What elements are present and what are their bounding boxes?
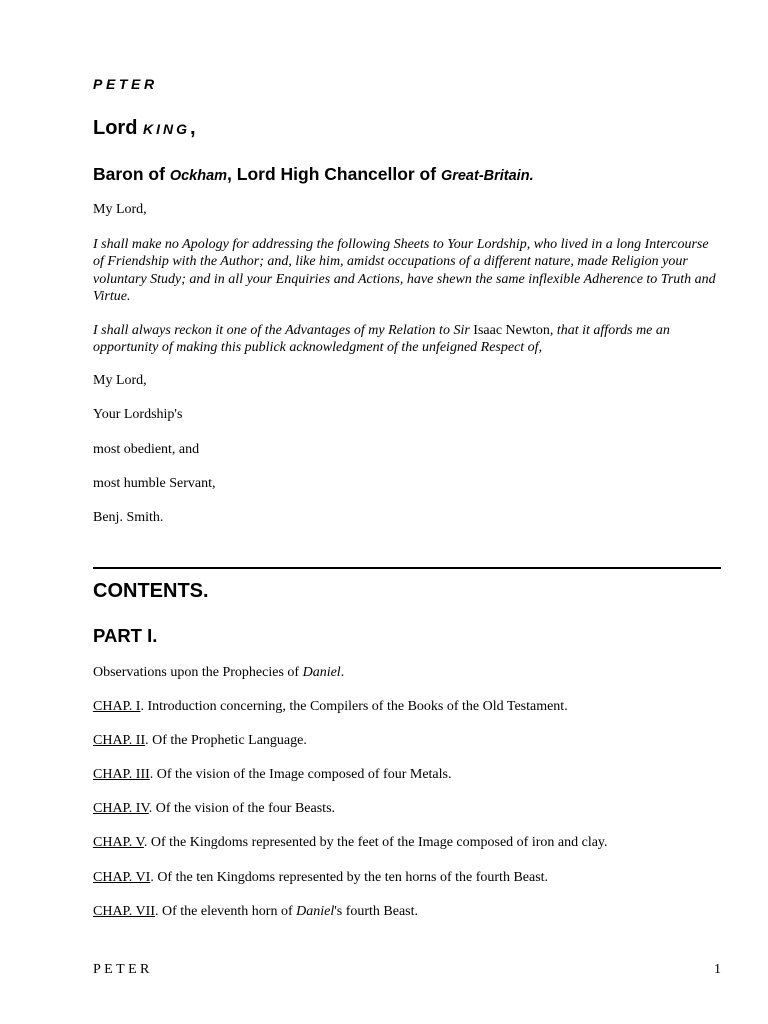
baron-place: Ockham bbox=[169, 168, 228, 184]
toc-chapter-link[interactable]: CHAP. VI bbox=[93, 870, 151, 885]
toc-entry: CHAP. VII. Of the eleventh horn of Daniel's fourth Beast. bbox=[93, 904, 419, 919]
lord-name: KING bbox=[143, 121, 190, 137]
lord-suffix: , bbox=[190, 117, 196, 139]
toc-entry: CHAP. V. Of the Kingdoms represented by the feet of the Image composed of iron and clay. bbox=[93, 835, 608, 850]
letter-closing-line: most obedient, and bbox=[93, 442, 200, 457]
letter-paragraph-2: I shall always reckon it one of the Advantages of my Relation to Sir Isaac Newton, that it affords me an opportunity of making this publick acknowledgment of the unfeigned Respect of, bbox=[93, 323, 670, 356]
letter-signature: Benj. Smith. bbox=[93, 510, 164, 525]
toc-entry: CHAP. III. Of the vision of the Image composed of four Metals. bbox=[93, 767, 452, 782]
running-head: PETER bbox=[93, 962, 153, 977]
lord-prefix: Lord bbox=[93, 117, 143, 139]
newton-name: Isaac Newton bbox=[473, 323, 550, 338]
page-number: 1 bbox=[714, 962, 721, 977]
section-divider bbox=[93, 567, 721, 569]
letter-salutation: My Lord, bbox=[93, 202, 147, 217]
letter-closing-line: Your Lordship's bbox=[93, 407, 183, 422]
letter-paragraph-1: I shall make no Apology for addressing the following Sheets to Your Lordship, who lived in a long Intercourse of Friendship with the Author; and, like him, amidst occupations of a different nature, made Religion your voluntary Study; and in all your Enquiries and Actions, have shewn the same inflexible Adherence to Truth and Virtue. bbox=[93, 237, 716, 305]
toc-entry: CHAP. VI. Of the ten Kingdoms represented by the ten horns of the fourth Beast. bbox=[93, 870, 549, 885]
toc-entry: CHAP. II. Of the Prophetic Language. bbox=[93, 733, 307, 748]
toc-entry: CHAP. IV. Of the vision of the four Beasts. bbox=[93, 801, 336, 816]
dedication-lord-title bbox=[93, 117, 196, 140]
contents-heading: CONTENTS. bbox=[93, 580, 209, 602]
toc-chapter-link[interactable]: CHAP. VII bbox=[93, 904, 155, 919]
dedication-baron-title: Baron of Ockham, Lord High Chancellor of Great-Britain. bbox=[93, 164, 534, 184]
toc-chapter-link[interactable]: CHAP. I bbox=[93, 699, 141, 714]
toc-chapter-link[interactable]: CHAP. V bbox=[93, 835, 144, 850]
toc-chapter-link[interactable]: CHAP. IV bbox=[93, 801, 149, 816]
letter-closing-line: most humble Servant, bbox=[93, 476, 216, 491]
dedication-name: PETER bbox=[93, 76, 158, 92]
part-intro: Observations upon the Prophecies of Daniel. bbox=[93, 665, 345, 680]
toc-chapter-link[interactable]: CHAP. II bbox=[93, 733, 146, 748]
baron-country: Great-Britain. bbox=[440, 168, 534, 184]
toc-entry: CHAP. I. Introduction concerning, the Compilers of the Books of the Old Testament. bbox=[93, 699, 568, 714]
part-heading: PART I. bbox=[93, 625, 158, 646]
toc-chapter-link[interactable]: CHAP. III bbox=[93, 767, 150, 782]
letter-closing-line: My Lord, bbox=[93, 373, 147, 388]
